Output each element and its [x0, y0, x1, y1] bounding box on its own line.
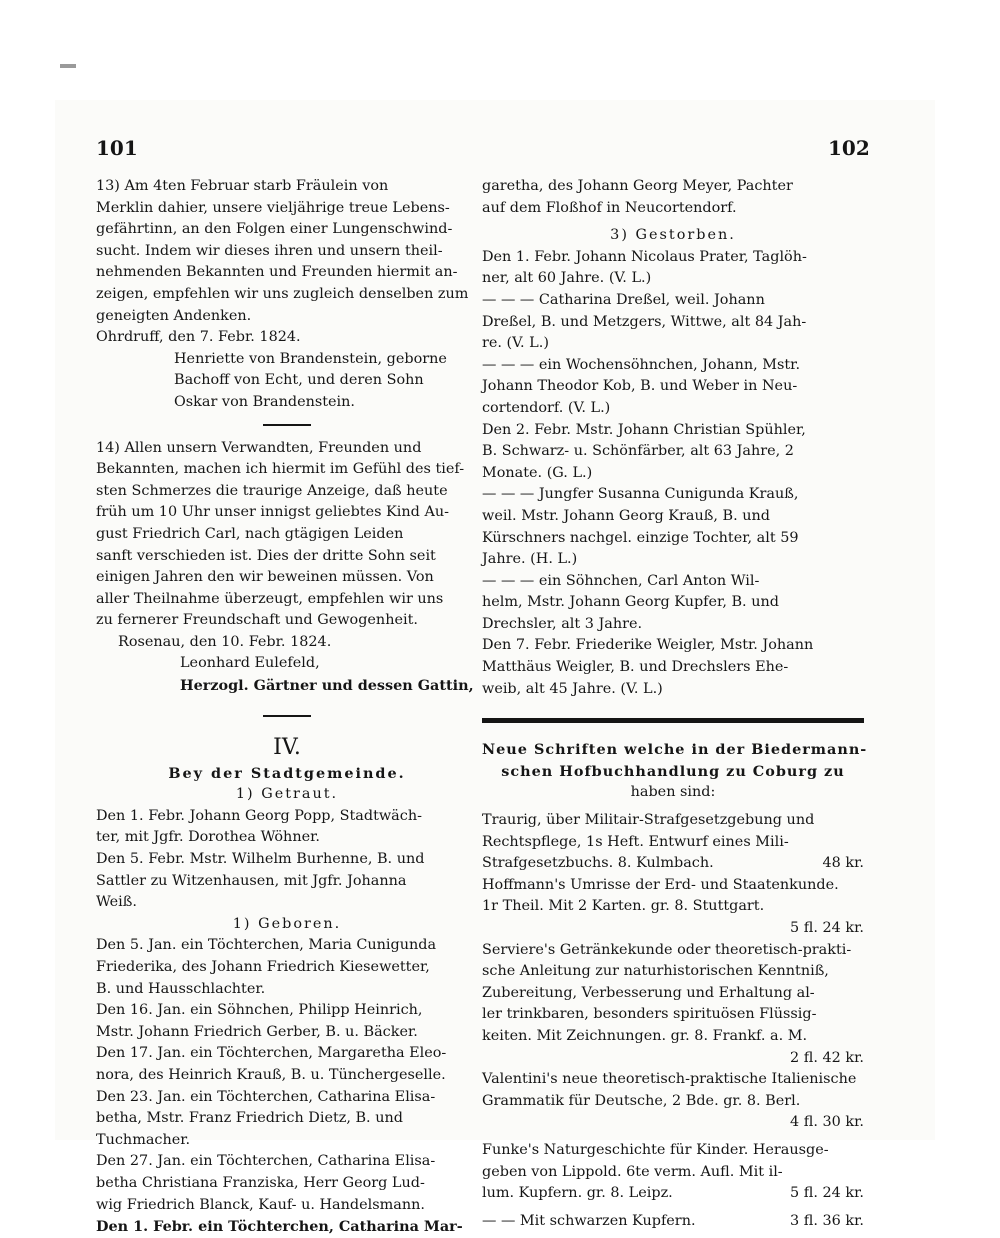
entry-line: Den 7. Febr. Friederike Weigler, Mstr. Johann: [482, 637, 814, 654]
notice-14-line: sanft verschieden ist. Dies der dritte Sohn seit: [96, 547, 436, 564]
entry-line: Den 5. Jan. ein Töchterchen, Maria Cunigunda: [96, 937, 437, 954]
notice-13-line: Merklin dahier, unsere vieljährige treue Lebens-: [96, 199, 450, 216]
book-entry: [482, 1069, 864, 1134]
entry-line: Den 1. Febr. ein Töchterchen, Catharina Mar-: [96, 1218, 463, 1236]
book-price: 4 fl. 30 kr.: [790, 1114, 864, 1131]
entry-line: Mstr. Johann Friedrich Gerber, B. u. Bäcker.: [96, 1023, 418, 1040]
entry-line: Den 2. Febr. Mstr. Johann Christian Spühler,: [482, 421, 806, 438]
entry-line: B. und Hausschlachter.: [96, 980, 266, 997]
book-entry: [482, 1140, 864, 1205]
notice-14-signature: Leonhard Eulefeld,: [180, 655, 320, 672]
entry-line: — — — ein Söhnchen, Carl Anton Wil-: [482, 572, 760, 589]
notice-13-line: gefährtinn, an den Folgen einer Lungenschwind-: [96, 221, 453, 238]
page-number-right: 102: [828, 136, 870, 160]
books-heading: haben sind:: [630, 784, 716, 801]
divider: [263, 715, 311, 717]
entry: [96, 1043, 478, 1086]
scan-mark: [60, 64, 76, 68]
entry-line: weib, alt 45 Jahre. (V. L.): [482, 680, 663, 697]
entry-line: wig Friedrich Blanck, Kauf- u. Handelsmann.: [96, 1196, 425, 1213]
right-column: [482, 176, 868, 1232]
continuation-line: auf dem Floßhof in Neucortendorf.: [482, 199, 737, 216]
book-line: sche Anleitung zur naturhistorischen Kenntniß,: [482, 963, 829, 980]
book-entry: [482, 940, 864, 1070]
divider: [263, 424, 311, 426]
notice-13-line: geneigten Andenken.: [96, 307, 252, 324]
entry: [482, 484, 864, 570]
notice-14-signature: Herzogl. Gärtner und dessen Gattin,: [180, 677, 474, 695]
entry-line: re. (V. L.): [482, 335, 549, 352]
book-text: lum. Kupfern. gr. 8. Leipz.: [482, 1185, 673, 1202]
section-number: IV.: [273, 734, 301, 760]
book-text: — — Mit schwarzen Kupfern.: [482, 1212, 696, 1229]
book-line: geben von Lippold. 6te verm. Aufl. Mit il-: [482, 1163, 783, 1180]
notice-13-line: zeigen, empfehlen wir uns zugleich denselben zum: [96, 285, 469, 302]
entry: [96, 806, 478, 849]
entry-line: Den 27. Jan. ein Töchterchen, Catharina Elisa-: [96, 1153, 436, 1170]
section-divider: [482, 718, 864, 723]
books-heading: schen Hofbuchhandlung zu Coburg zu: [501, 762, 845, 780]
entry-line: Weiß.: [96, 894, 137, 911]
entry: [482, 290, 864, 355]
entry-line: Tuchmacher.: [96, 1131, 191, 1148]
notice-14-line: gust Friedrich Carl, nach gtägigen Leiden: [96, 525, 404, 542]
notice-14-line: sten Schmerzes die traurige Anzeige, daß heute: [96, 482, 448, 499]
left-column: [96, 176, 478, 1238]
notice-14-line: aller Theilnahme überzeugt, empfehlen wir uns: [96, 590, 444, 607]
page-number-left: 101: [96, 136, 138, 160]
entry-line: Den 23. Jan. ein Töchterchen, Catharina Elisa-: [96, 1088, 436, 1105]
book-price: 5 fl. 24 kr.: [790, 1185, 864, 1202]
notice-13-line: 13) Am 4ten Februar starb Fräulein von: [96, 178, 389, 194]
entry-line: cortendorf. (V. L.): [482, 399, 611, 416]
entry-line: Den 5. Febr. Mstr. Wilhelm Burhenne, B. und: [96, 851, 425, 868]
entry-line: — — — Jungfer Susanna Cunigunda Krauß,: [482, 486, 799, 503]
entry-line: ter, mit Jgfr. Dorothea Wöhner.: [96, 829, 320, 846]
entry-line: Sattler zu Witzenhausen, mit Jgfr. Johanna: [96, 872, 407, 889]
book-line: Serviere's Getränkekunde oder theoretisch-prakti-: [482, 941, 852, 958]
subsection-gestorben: 3) Gestorben.: [610, 227, 736, 244]
notice-13-signature: Bachoff von Echt, und deren Sohn: [174, 372, 424, 389]
notice-13-place: Ohrdruff, den 7. Febr. 1824.: [96, 329, 301, 346]
notice-13-line: sucht. Indem wir dieses ihren und unsern theil-: [96, 242, 443, 259]
notice-14: [96, 438, 478, 697]
entry-line: Monate. (G. L.): [482, 464, 593, 481]
entry-line: nora, des Heinrich Krauß, B. u. Tünchergeselle.: [96, 1066, 446, 1083]
book-line: [482, 1211, 864, 1233]
notice-13-signature: Oskar von Brandenstein.: [174, 393, 356, 410]
entry: [96, 1151, 478, 1216]
entry-line: Dreßel, B. und Metzgers, Wittwe, alt 84 Jah-: [482, 313, 807, 330]
continuation-line: garetha, des Johann Georg Meyer, Pachter: [482, 178, 793, 194]
book-entry: [482, 875, 864, 940]
book-text: Strafgesetzbuchs. 8. Kulmbach.: [482, 855, 714, 872]
entry-line: helm, Mstr. Johann Georg Kupfer, B. und: [482, 594, 779, 611]
notice-13-line: nehmenden Bekannten und Freunden hiermit an-: [96, 264, 458, 281]
entry-line: Kürschners nachgel. einzige Tochter, alt 59: [482, 529, 799, 546]
entry-line: Johann Theodor Kob, B. und Weber in Neu-: [482, 378, 798, 395]
book-price: 3 fl. 36 kr.: [790, 1212, 864, 1229]
notice-13-signature: Henriette von Brandenstein, geborne: [174, 350, 447, 367]
book-line: [482, 853, 864, 875]
entry-line: Friederika, des Johann Friedrich Kiesewetter,: [96, 959, 430, 975]
entry: [96, 1087, 478, 1152]
entry: [482, 355, 864, 420]
entry-line: Jahre. (H. L.): [482, 551, 578, 568]
book-price: 2 fl. 42 kr.: [790, 1049, 864, 1066]
book-price: 5 fl. 24 kr.: [790, 920, 864, 936]
entry-line: Den 1. Febr. Johann Nicolaus Prater, Taglöh-: [482, 248, 807, 265]
notice-14-line: 14) Allen unsern Verwandten, Freunden und: [96, 439, 422, 456]
book-price: 48 kr.: [822, 855, 864, 872]
book-line: Funke's Naturgeschichte für Kinder. Herausge-: [482, 1141, 829, 1158]
book-line: Hoffmann's Umrisse der Erd- und Staatenkunde.: [482, 876, 839, 893]
section-title: Bey der Stadtgemeinde.: [168, 764, 406, 782]
entry-line: Den 1. Febr. Johann Georg Popp, Stadtwäch-: [96, 807, 422, 824]
notice-14-line: einigen Jahren den wir beweinen müssen. Von: [96, 569, 434, 586]
entry-line: Drechsler, alt 3 Jahre.: [482, 615, 643, 632]
notice-13: [96, 176, 478, 414]
book-line: Valentini's neue theoretisch-praktische Italienische: [482, 1071, 857, 1088]
book-entry: [482, 810, 864, 875]
notice-14-line: früh um 10 Uhr unser innigst geliebtes Kind Au-: [96, 504, 449, 521]
entry: [482, 247, 864, 290]
entry-line: Den 16. Jan. ein Söhnchen, Philipp Heinrich,: [96, 1002, 423, 1019]
book-line: 1r Theil. Mit 2 Karten. gr. 8. Stuttgart.: [482, 898, 765, 915]
entry-line: Matthäus Weigler, B. und Drechslers Ehe-: [482, 659, 789, 676]
entry-line: Den 17. Jan. ein Töchterchen, Margaretha Eleo-: [96, 1045, 447, 1062]
entry-line: betha, Mstr. Franz Friedrich Dietz, B. und: [96, 1110, 403, 1127]
book-line: Grammatik für Deutsche, 2 Bde. gr. 8. Berl.: [482, 1092, 801, 1109]
notice-14-line: Bekannten, machen ich hiermit im Gefühl des tief-: [96, 461, 465, 478]
entry: [96, 935, 478, 1000]
entry: [482, 571, 864, 636]
book-line: [482, 1183, 864, 1205]
entry: [482, 420, 864, 485]
entry-line: ner, alt 60 Jahre. (V. L.): [482, 270, 652, 287]
entry-line: weil. Mstr. Johann Georg Krauß, B. und: [482, 507, 770, 524]
entry-line: betha Christiana Franziska, Herr Georg Lud-: [96, 1174, 425, 1191]
book-line: Rechtspflege, 1s Heft. Entwurf eines Mili-: [482, 833, 789, 850]
entry: [96, 849, 478, 914]
subsection-geboren: 1) Geboren.: [232, 915, 342, 932]
entry-line: B. Schwarz- u. Schönfärber, alt 63 Jahre, 2: [482, 443, 794, 460]
book-line: ler trinkbaren, besonders spirituösen Flüssig-: [482, 1006, 817, 1023]
entry-line: — — — ein Wochensöhnchen, Johann, Mstr.: [482, 356, 801, 373]
entry: [482, 635, 864, 700]
notice-14-place: Rosenau, den 10. Febr. 1824.: [118, 633, 332, 650]
entry-line: — — — Catharina Dreßel, weil. Johann: [482, 291, 765, 308]
notice-14-line: zu fernerer Freundschaft und Gewogenheit.: [96, 612, 418, 629]
book-line: Zubereitung, Verbesserung und Erhaltung al-: [482, 984, 815, 1001]
subsection-getraut: 1) Getraut.: [235, 786, 339, 803]
book-line: Traurig, über Militair-Strafgesetzgebung und: [482, 812, 815, 829]
entry: [96, 1000, 478, 1043]
books-heading: Neue Schriften welche in der Biedermann-: [482, 741, 868, 759]
book-line: keiten. Mit Zeichnungen. gr. 8. Frankf. a. M.: [482, 1027, 808, 1044]
